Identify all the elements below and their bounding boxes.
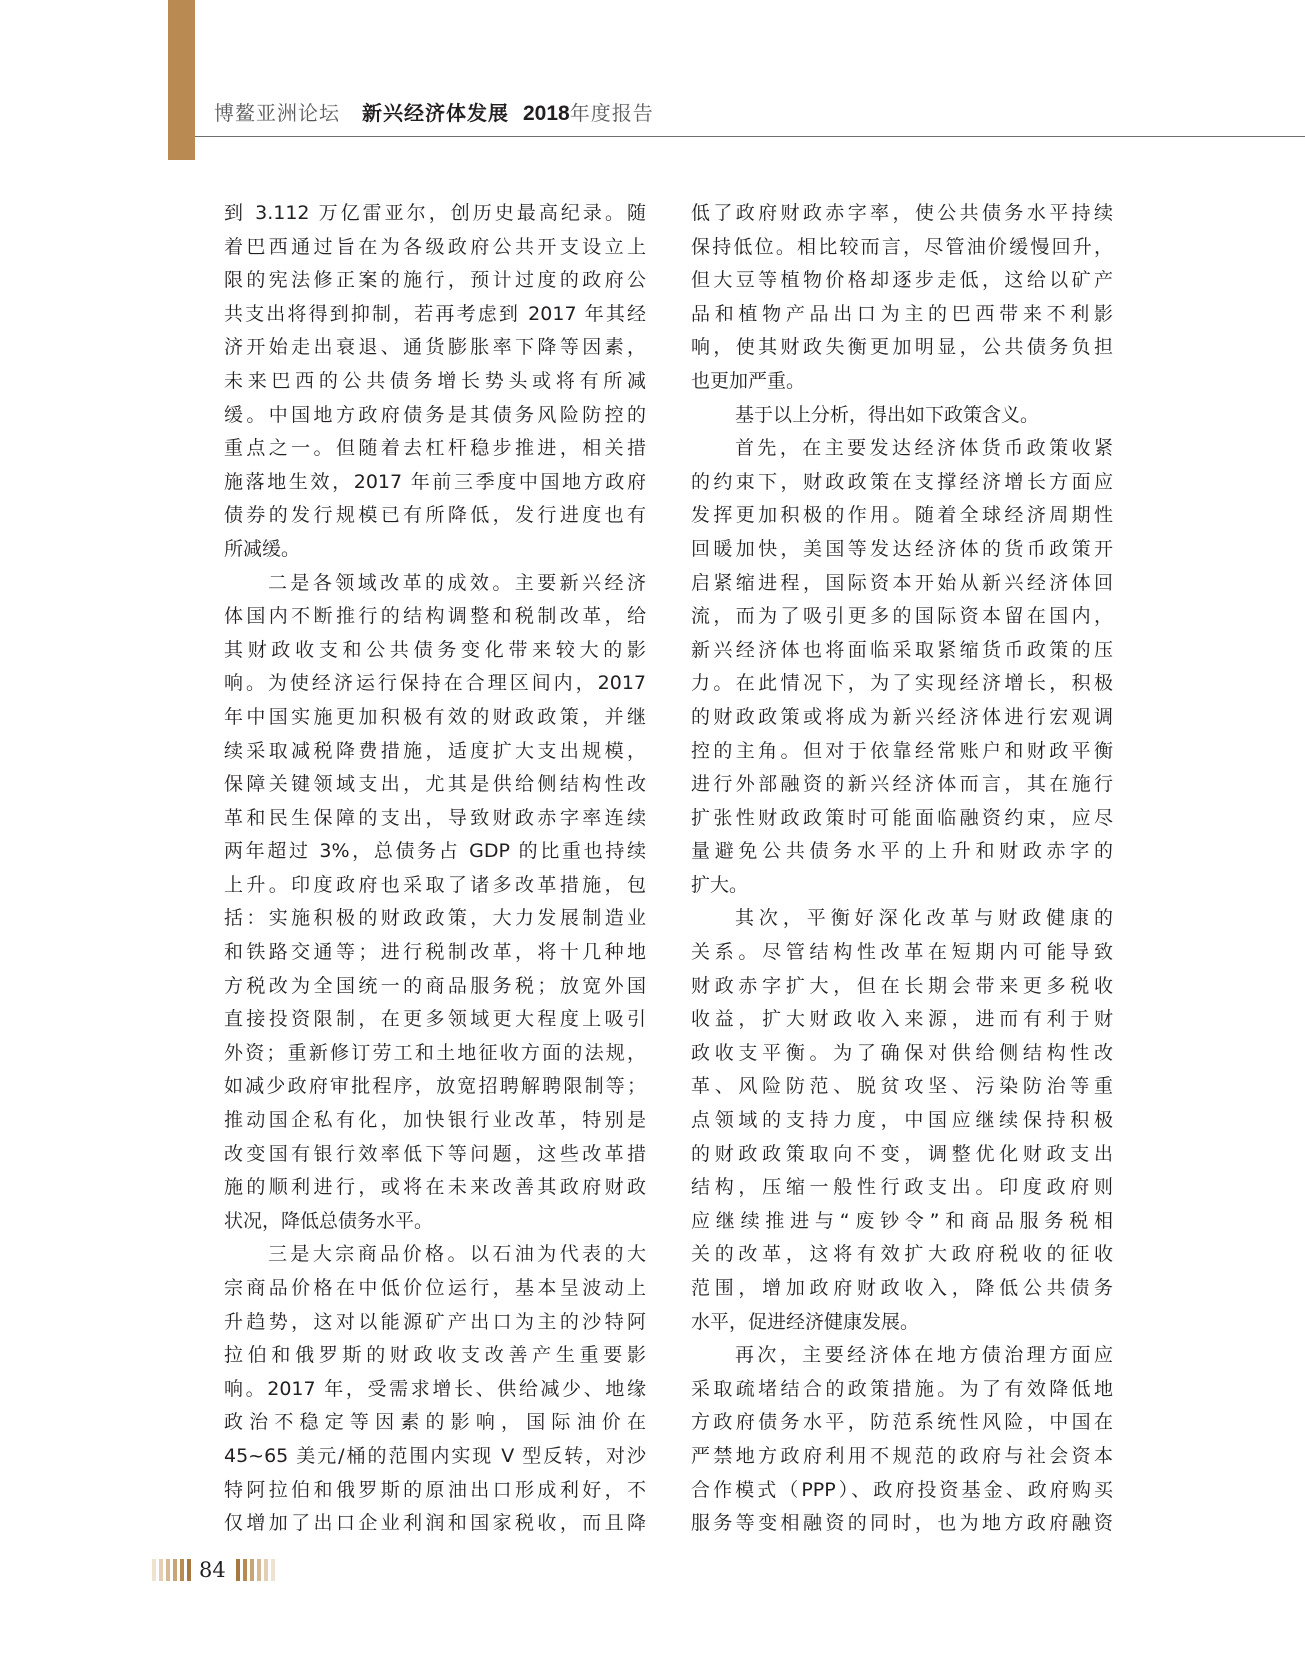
- text-line: 响。2017 年，受需求增长、供给减少、地缘: [224, 1377, 646, 1400]
- text-line: 政收支平衡。为了确保对供给侧结构性改: [691, 1041, 1113, 1064]
- text-line: 的财政政策或将成为新兴经济体进行宏观调: [691, 705, 1113, 728]
- footer-bar: [257, 1559, 261, 1581]
- text-line: 缓。中国地方政府债务是其债务风险防控的: [224, 403, 646, 426]
- text-line: 的约束下，财政政策在支撑经济增长方面应: [691, 470, 1113, 493]
- footer-bar: [243, 1559, 247, 1581]
- text-line: 政治不稳定等因素的影响，国际油价在: [224, 1411, 646, 1434]
- text-line: 财政赤字扩大，但在长期会带来更多税收: [691, 974, 1113, 997]
- header-forum-name: 博鳌亚洲论坛: [214, 101, 340, 125]
- header-report-title: 新兴经济体发展: [362, 101, 509, 125]
- text-line: 也更加严重。: [691, 369, 806, 392]
- text-line: 二是各领域改革的成效。主要新兴经济: [268, 571, 646, 594]
- text-line: 基于以上分析，得出如下政策含义。: [735, 403, 1040, 426]
- brand-accent-bar: [168, 0, 195, 160]
- text-line: 直接投资限制，在更多领域更大程度上吸引: [224, 1008, 646, 1031]
- text-line: 的财政政策取向不变，调整优化财政支出: [691, 1142, 1113, 1165]
- text-line: 续采取减税降费措施，适度扩大支出规模，: [224, 739, 646, 762]
- footer-bar: [173, 1559, 177, 1581]
- footer-bar: [271, 1559, 275, 1581]
- left-text-column: [224, 197, 646, 1541]
- text-line: 其财政收支和公共债务变化带来较大的影: [224, 638, 646, 661]
- text-line: 其次，平衡好深化改革与财政健康的: [735, 907, 1113, 930]
- text-line: 范围，增加政府财政收入，降低公共债务: [691, 1277, 1113, 1299]
- text-line: 启紧缩进程，国际资本开始从新兴经济体回: [691, 571, 1113, 594]
- text-line: 施的顺利进行，或将在未来改善其政府财政: [224, 1176, 646, 1199]
- text-line: 45~65 美元/桶的范围内实现 V 型反转，对沙: [224, 1444, 646, 1467]
- footer-bar: [236, 1559, 240, 1581]
- text-line: 仅增加了出口企业利润和国家税收，而且降: [224, 1512, 646, 1535]
- text-line: 方政府债务水平，防范系统性风险，中国在: [691, 1411, 1113, 1434]
- text-line: 扩大。: [691, 873, 749, 896]
- text-line: 所减缓。: [224, 537, 301, 560]
- footer-bar: [159, 1559, 163, 1581]
- text-line: 状况，降低总债务水平。: [224, 1209, 434, 1232]
- text-line: 关系。尽管结构性改革在短期内可能导致: [691, 941, 1113, 964]
- text-line: 未来巴西的公共债务增长势头或将有所减: [224, 369, 646, 392]
- text-line: 流，而为了吸引更多的国际资本留在国内，: [691, 605, 1113, 628]
- page-footer: [152, 1557, 278, 1583]
- footer-bar: [180, 1559, 184, 1581]
- text-line: 低了政府财政赤字率，使公共债务水平持续: [691, 202, 1113, 224]
- text-line: 共支出将得到抑制，若再考虑到 2017 年其经: [224, 302, 646, 325]
- footer-bar: [166, 1559, 170, 1581]
- text-line: 应继续推进与“废钞令”和商品服务税相: [691, 1209, 1113, 1232]
- text-line: 水平，促进经济健康发展。: [691, 1310, 920, 1333]
- text-line: 但大豆等植物价格却逐步走低，这给以矿产: [691, 269, 1113, 292]
- text-line: 革、风险防范、脱贫攻坚、污染防治等重: [691, 1075, 1113, 1098]
- text-line: 服务等变相融资的同时，也为地方政府融资: [691, 1512, 1113, 1535]
- text-line: 年中国实施更加积极有效的财政政策，并继: [224, 705, 646, 728]
- text-line: 外资；重新修订劳工和土地征收方面的法规，: [224, 1041, 646, 1064]
- text-line: 两年超过 3%，总债务占 GDP 的比重也持续: [224, 840, 646, 863]
- text-line: 力。在此情况下，为了实现经济增长，积极: [691, 672, 1113, 695]
- text-line: 和铁路交通等；进行税制改革，将十几种地: [224, 941, 646, 964]
- text-line: 括：实施积极的财政政策，大力发展制造业: [224, 907, 646, 930]
- text-line: 采取疏堵结合的政策措施。为了有效降低地: [691, 1377, 1113, 1400]
- text-line: 如减少政府审批程序，放宽招聘解聘限制等；: [224, 1075, 646, 1098]
- text-line: 量避免公共债务水平的上升和财政赤字的: [691, 840, 1113, 863]
- text-line: 重点之一。但随着去杠杆稳步推进，相关措: [224, 437, 646, 460]
- text-line: 施落地生效，2017 年前三季度中国地方政府: [224, 470, 646, 493]
- text-line: 响，使其财政失衡更加明显，公共债务负担: [691, 336, 1113, 359]
- header-divider: [195, 136, 1305, 137]
- text-line: 着巴西通过旨在为各级政府公共开支设立上: [224, 235, 646, 258]
- text-line: 严禁地方政府利用不规范的政府与社会资本: [691, 1444, 1113, 1467]
- text-line: 推动国企私有化，加快银行业改革，特别是: [224, 1109, 646, 1132]
- text-line: 扩张性财政政策时可能面临融资约束，应尽: [691, 806, 1113, 829]
- text-line: 新兴经济体也将面临采取紧缩货币政策的压: [691, 638, 1113, 661]
- text-line: 升趋势，这对以能源矿产出口为主的沙特阿: [224, 1310, 646, 1333]
- text-line: 再次，主要经济体在地方债治理方面应: [735, 1344, 1113, 1367]
- header-year: 2018: [523, 102, 570, 125]
- text-line: 合作模式（PPP）、政府投资基金、政府购买: [691, 1478, 1113, 1501]
- text-line: 点领域的支持力度，中国应继续保持积极: [691, 1109, 1113, 1132]
- text-line: 三是大宗商品价格。以石油为代表的大: [268, 1243, 646, 1266]
- text-line: 方税改为全国统一的商品服务税；放宽外国: [224, 974, 646, 997]
- footer-bars-left: [152, 1559, 194, 1581]
- footer-bar: [152, 1559, 156, 1581]
- running-header: [214, 97, 654, 127]
- footer-bar: [264, 1559, 268, 1581]
- text-line: 关的改革，这将有效扩大政府税收的征收: [691, 1243, 1113, 1266]
- text-line: 到 3.112 万亿雷亚尔，创历史最高纪录。随: [224, 202, 646, 224]
- text-line: 品和植物产品出口为主的巴西带来不利影: [691, 302, 1113, 325]
- text-line: 上升。印度政府也采取了诸多改革措施，包: [224, 873, 646, 896]
- text-line: 限的宪法修正案的施行，预计过度的政府公: [224, 269, 646, 292]
- text-line: 体国内不断推行的结构调整和税制改革，给: [224, 605, 646, 628]
- text-line: 债券的发行规模已有所降低，发行进度也有: [224, 504, 646, 527]
- text-line: 革和民生保障的支出，导致财政赤字率连续: [224, 806, 646, 829]
- text-line: 收益，扩大财政收入来源，进而有利于财: [691, 1008, 1113, 1031]
- text-line: 拉伯和俄罗斯的财政收支改善产生重要影: [224, 1344, 646, 1367]
- page-number: 84: [199, 1558, 226, 1582]
- footer-bars-right: [236, 1559, 278, 1581]
- text-line: 结构，压缩一般性行政支出。印度政府则: [691, 1176, 1113, 1199]
- text-line: 保障关键领域支出，尤其是供给侧结构性改: [224, 773, 646, 796]
- text-line: 特阿拉伯和俄罗斯的原油出口形成利好，不: [224, 1478, 646, 1501]
- text-line: 济开始走出衰退、通货膨胀率下降等因素，: [224, 336, 646, 359]
- text-line: 宗商品价格在中低价位运行，基本呈波动上: [224, 1277, 646, 1299]
- text-line: 改变国有银行效率低下等问题，这些改革措: [224, 1142, 646, 1165]
- text-line: 响。为使经济运行保持在合理区间内，2017: [224, 672, 646, 695]
- footer-bar: [187, 1559, 191, 1581]
- footer-bar: [250, 1559, 254, 1581]
- text-line: 发挥更加积极的作用。随着全球经济周期性: [691, 504, 1113, 527]
- text-line: 进行外部融资的新兴经济体而言，其在施行: [691, 773, 1113, 796]
- text-line: 控的主角。但对于依靠经常账户和财政平衡: [691, 739, 1113, 762]
- right-text-column: [691, 197, 1113, 1541]
- text-line: 保持低位。相比较而言，尽管油价缓慢回升，: [691, 235, 1113, 258]
- header-report-label: 年度报告: [569, 101, 654, 125]
- text-line: 回暖加快，美国等发达经济体的货币政策开: [691, 537, 1113, 560]
- text-line: 首先，在主要发达经济体货币政策收紧: [735, 437, 1113, 460]
